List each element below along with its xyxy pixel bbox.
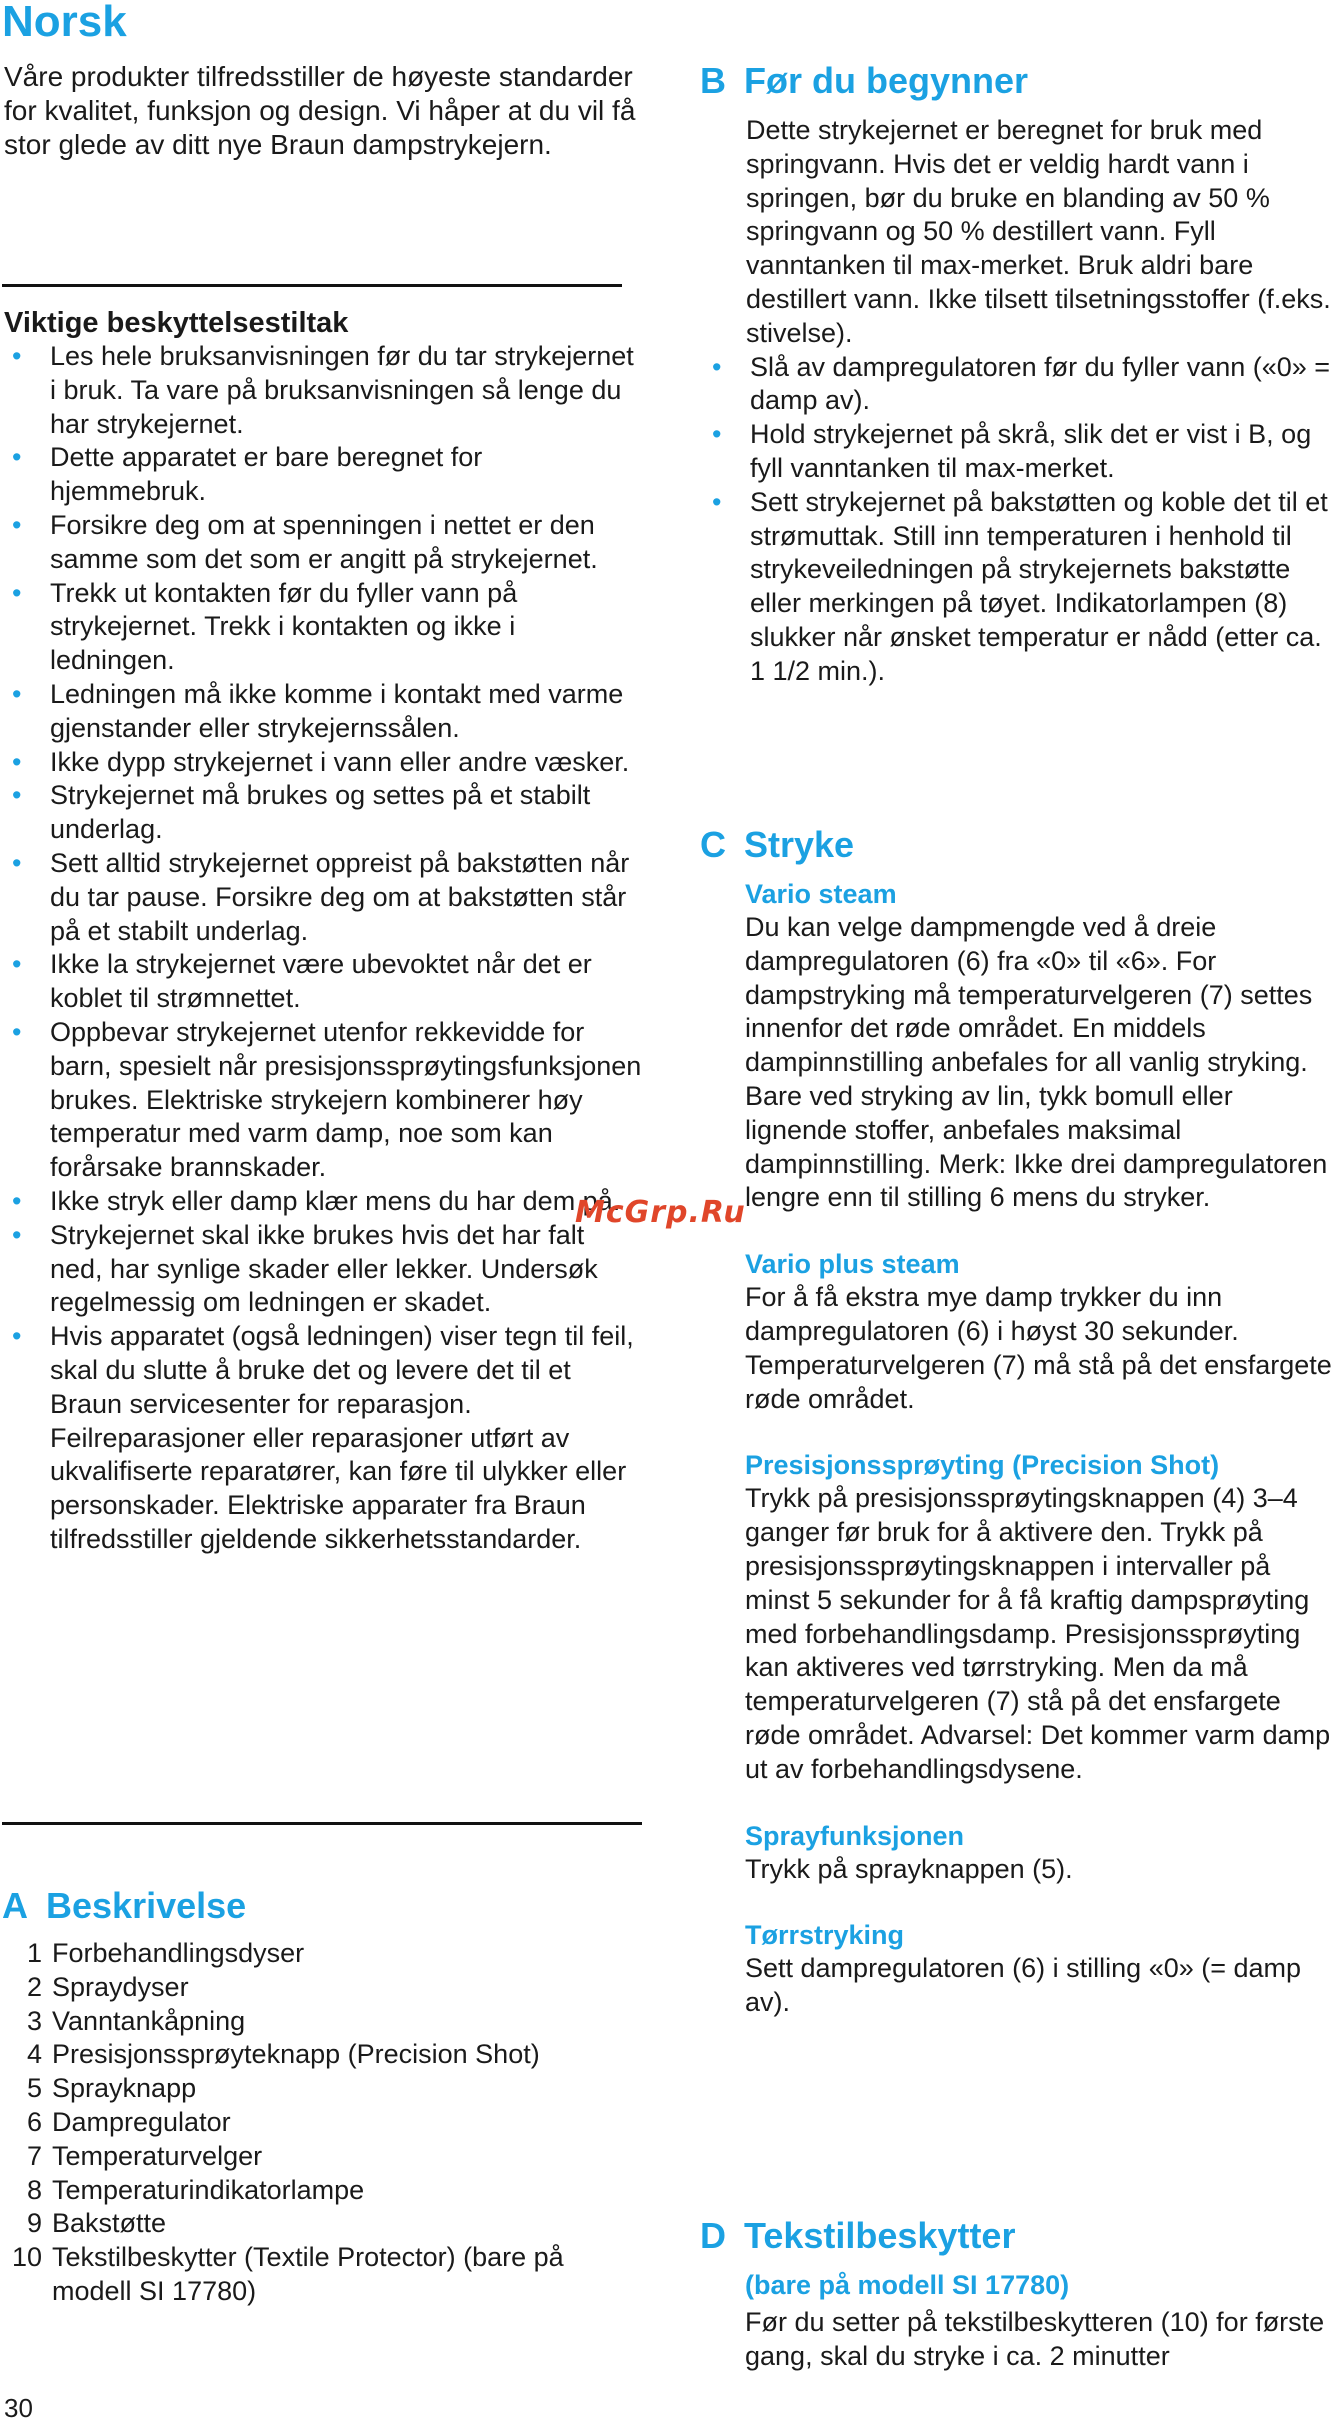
safety-item-text: Les hele bruksanvisningen før du tar strykejernet i bruk. Ta vare på bruksanvisningen så lenge du har strykejernet. bbox=[50, 341, 634, 439]
section-b-item bbox=[704, 486, 1333, 689]
safety-item bbox=[4, 1016, 644, 1185]
description-list bbox=[4, 1937, 644, 2309]
description-item bbox=[4, 2106, 644, 2140]
description-item-number: 4 bbox=[26, 2039, 42, 2070]
section-b-item-text: Sett strykejernet på bakstøtten og koble det til et strømuttak. Still inn temperaturen i henhold til strykeveiledningen på strykejernets bakstøtte eller merkingen på tøyet. Indikatorlampen (8) slukker når ønsket temperatur er nådd (etter ca. 1 1/2 min.). bbox=[750, 486, 1328, 686]
bullet-dot: • bbox=[12, 442, 22, 473]
safety-list bbox=[4, 340, 644, 1557]
description-item-number: 1 bbox=[26, 1938, 42, 1968]
description-item-text: Tekstilbeskytter (Textile Protector) (bare på modell SI 17780) bbox=[52, 2242, 564, 2306]
safety-item-text: Sett alltid strykejernet oppreist på bakstøtten når du tar pause. Forsikre deg om at bakstøtten står på et stabilt underlag. bbox=[50, 847, 630, 946]
safety-heading: Viktige beskyttelsestiltak bbox=[4, 307, 349, 339]
bullet-dot: • bbox=[12, 746, 22, 777]
section-b-item-text: Slå av dampregulatoren før du fyller vann («0» = damp av). bbox=[750, 351, 1331, 416]
precision-title: Presisjonssprøyting (Precision Shot) bbox=[745, 1450, 1220, 1481]
spray-text: Trykk på sprayknappen (5). bbox=[745, 1853, 1073, 1884]
section-c-title: Stryke bbox=[744, 824, 855, 865]
description-item-number: 9 bbox=[26, 2208, 42, 2239]
bullet-dot: • bbox=[12, 1321, 22, 1352]
safety-item bbox=[4, 577, 644, 678]
bullet-dot: • bbox=[12, 341, 22, 371]
description-item bbox=[4, 1971, 644, 2005]
safety-item bbox=[4, 340, 644, 441]
safety-section bbox=[4, 306, 644, 1557]
bullet-dot: • bbox=[12, 577, 22, 608]
bullet-dot: • bbox=[712, 351, 722, 382]
description-item-text: Temperaturindikatorlampe bbox=[52, 2174, 365, 2205]
description-item-text: Sprayknapp bbox=[52, 2073, 197, 2104]
spray-title: Sprayfunksjonen bbox=[745, 1820, 965, 1851]
section-a-letter: A bbox=[2, 1885, 28, 1926]
description-item-number: 6 bbox=[26, 2106, 42, 2137]
description-item bbox=[4, 1937, 644, 1971]
safety-item-text: Ikke dypp strykejernet i vann eller andre væsker. bbox=[50, 746, 630, 777]
dry-ironing-text: Sett dampregulatoren (6) i stilling «0» (= damp av). bbox=[745, 1953, 1302, 2018]
description-item-text: Forbehandlingsdyser bbox=[52, 1938, 305, 1968]
safety-item-text: Ikke la strykejernet være ubevoktet når det er koblet til strømnettet. bbox=[50, 949, 592, 1014]
section-b-item bbox=[704, 351, 1333, 419]
section-d-text: Før du setter på tekstilbeskytteren (10) for første gang, skal du stryke i ca. 2 minutter bbox=[745, 2307, 1325, 2371]
description-item bbox=[4, 2174, 644, 2208]
safety-item bbox=[4, 441, 644, 509]
description-item-number: 10 bbox=[11, 2242, 42, 2273]
section-c-letter: C bbox=[700, 824, 726, 865]
safety-item-text: Strykejernet må brukes og settes på et stabilt underlag. bbox=[50, 780, 591, 845]
bullet-dot: • bbox=[12, 1219, 22, 1250]
safety-item bbox=[4, 948, 644, 1016]
bullet-dot: • bbox=[712, 419, 722, 450]
safety-item bbox=[4, 1185, 644, 1219]
bullet-dot: • bbox=[12, 509, 22, 540]
bullet-dot: • bbox=[12, 949, 22, 980]
divider-top bbox=[2, 284, 622, 287]
precision-text: Trykk på presisjonssprøytingsknappen (4) 3–4 ganger før bruk for å aktivere den. Trykk på presisjonssprøytingsknappen i intervaller på minst 5 sekunder for å få kraftig dampsprøyting med forbehandlingsdamp. Presisjonssprøyting kan aktiveres ved tørrstryking. Men da må temperaturvelgeren (7) stå på det ensfargete røde området. Advarsel: Det kommer varm damp ut av forbehandlingsdysene. bbox=[745, 1483, 1331, 1784]
bullet-dot: • bbox=[712, 486, 722, 517]
safety-item-text: Trekk ut kontakten før du fyller vann på strykejernet. Trekk i kontakten og ikke i ledningen. bbox=[50, 577, 518, 676]
bullet-dot: • bbox=[12, 780, 22, 811]
description-item bbox=[4, 2005, 644, 2039]
description-item bbox=[4, 2207, 644, 2241]
safety-item-text: Strykejernet skal ikke brukes hvis det har falt ned, har synlige skader eller lekker. Undersøk regelmessig om ledningen er skadet. bbox=[50, 1219, 598, 1318]
section-b-title: Før du begynner bbox=[744, 60, 1029, 101]
safety-item-text: Dette apparatet er bare beregnet for hjemmebruk. bbox=[50, 442, 483, 507]
description-item bbox=[4, 2072, 644, 2106]
vario-steam-text: Du kan velge dampmengde ved å dreie dampregulatoren (6) fra «0» til «6». For dampstryking må temperaturvelgeren (7) settes innenfor det røde området. En middels dampinnstilling anbefales for all vanlig stryking. Bare ved stryking av lin, tykk bomull eller lignende stoffer, anbefales maksimal dampinnstilling. Merk: Ikke drei dampregulatoren lengre enn til stilling 6 mens du stryker. bbox=[745, 912, 1328, 1213]
description-item-number: 3 bbox=[26, 2005, 42, 2036]
safety-item bbox=[4, 847, 644, 948]
safety-item-text: Oppbevar strykejernet utenfor rekkevidde for barn, spesielt når presisjonssprøytingsfunksjonen brukes. Elektriske strykejern kombinerer høy temperatur med varm damp, noe som kan forårsake brannskader. bbox=[50, 1016, 642, 1183]
section-d-subtitle: (bare på modell SI 17780) bbox=[745, 2270, 1070, 2300]
safety-item-text: Forsikre deg om at spenningen i nettet er den samme som det som er angitt på strykejernet. bbox=[50, 509, 598, 574]
safety-item-text: Hvis apparatet (også ledningen) viser tegn til feil, skal du slutte å bruke det og levere det til et Braun servicesenter for reparasjon. Feilreparasjoner eller reparasjoner utført av ukvalifiserte reparatører, kan føre til ulykker eller personskader. Elektriske apparater fra Braun tilfredsstiller gjeldende sikkerhetsstandarder. bbox=[50, 1321, 634, 1554]
vario-plus-title: Vario plus steam bbox=[745, 1249, 960, 1280]
safety-item bbox=[4, 1219, 644, 1320]
section-b-list bbox=[704, 351, 1333, 689]
safety-item bbox=[4, 1320, 644, 1557]
section-b-item-text: Hold strykejernet på skrå, slik det er vist i B, og fyll vanntanken til max-merket. bbox=[750, 419, 1312, 483]
bullet-dot: • bbox=[12, 678, 22, 709]
section-d-letter: D bbox=[700, 2215, 726, 2256]
section-d-heading bbox=[700, 2214, 1015, 2258]
vario-plus-text: For å få ekstra mye damp trykker du inn dampregulatoren (6) i høyst 30 sekunder. Temperaturvelgeren (7) må stå på det ensfargete røde området. bbox=[745, 1282, 1332, 1414]
description-item-text: Temperaturvelger bbox=[52, 2140, 263, 2171]
bullet-dot: • bbox=[12, 1016, 22, 1047]
safety-item bbox=[4, 746, 644, 780]
section-b-item bbox=[704, 418, 1333, 486]
divider-bottom bbox=[2, 1822, 642, 1825]
section-a-title: Beskrivelse bbox=[46, 1885, 247, 1926]
description-item-number: 8 bbox=[26, 2174, 42, 2205]
description-item-number: 2 bbox=[26, 1971, 42, 2002]
safety-item-text: Ikke stryk eller damp klær mens du har dem på. bbox=[50, 1185, 621, 1216]
vario-steam-title: Vario steam bbox=[745, 879, 897, 909]
safety-item bbox=[4, 509, 644, 577]
section-b-paragraph: Dette strykejernet er beregnet for bruk med springvann. Hvis det er veldig hardt vann i springen, bør du bruke en blanding av 50 % springvann og 50 % destillert vann. Fyll vanntanken til max-merket. Bruk aldri bare destillert vann. Ikke tilsett tilsetningsstoffer (f.eks. stivelse). bbox=[746, 115, 1331, 348]
bullet-dot: • bbox=[12, 847, 22, 878]
section-d-body bbox=[745, 2268, 1333, 2374]
description-item-number: 7 bbox=[26, 2140, 42, 2171]
page-title: Norsk bbox=[2, 0, 127, 46]
section-c-body bbox=[745, 877, 1333, 2020]
section-b-letter: B bbox=[700, 60, 726, 101]
safety-item-text: Ledningen må ikke komme i kontakt med varme gjenstander eller strykejernssålen. bbox=[50, 678, 624, 743]
description-item-text: Presisjonssprøyteknapp (Precision Shot) bbox=[52, 2039, 540, 2070]
watermark-logo: McGrp.Ru bbox=[575, 1195, 746, 1230]
section-b-heading bbox=[700, 59, 1028, 103]
page-number: 30 bbox=[4, 2393, 33, 2423]
bullet-dot: • bbox=[12, 1185, 22, 1216]
description-item-text: Dampregulator bbox=[52, 2106, 231, 2137]
safety-item bbox=[4, 678, 644, 746]
description-item bbox=[4, 2038, 644, 2072]
section-d-title: Tekstilbeskytter bbox=[744, 2215, 1016, 2256]
description-item bbox=[4, 2140, 644, 2174]
intro-paragraph: Våre produkter tilfredsstiller de høyeste standarder for kvalitet, funksjon og design. Vi håper at du vil få stor glede av ditt nye Braun dampstrykejern. bbox=[4, 61, 636, 160]
section-a-heading bbox=[2, 1884, 246, 1928]
safety-item bbox=[4, 779, 644, 847]
description-item bbox=[4, 2241, 644, 2309]
dry-ironing-title: Tørrstryking bbox=[745, 1920, 905, 1951]
description-item-number: 5 bbox=[26, 2073, 42, 2104]
description-item-text: Bakstøtte bbox=[52, 2208, 167, 2239]
section-c-heading bbox=[700, 823, 854, 867]
description-item-text: Spraydyser bbox=[52, 1971, 189, 2002]
section-b-body bbox=[704, 114, 1333, 689]
description-item-text: Vanntankåpning bbox=[52, 2005, 246, 2036]
